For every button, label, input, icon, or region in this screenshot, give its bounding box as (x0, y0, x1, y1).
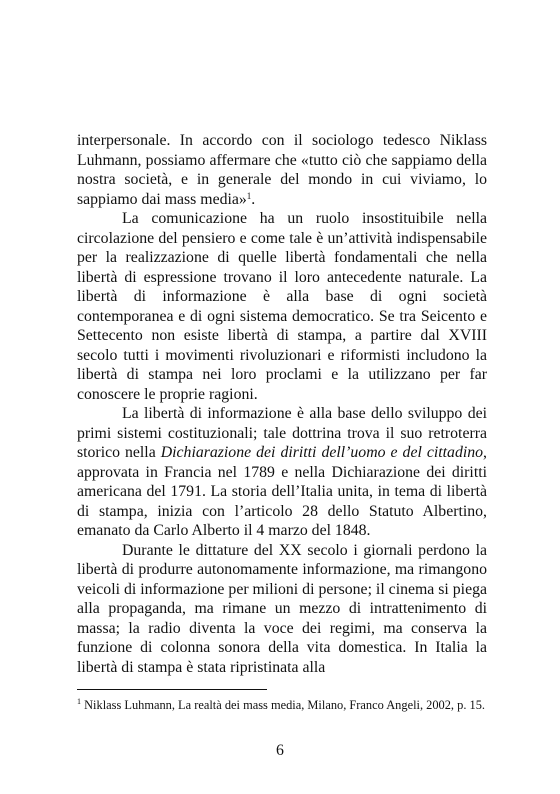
declaration-title: Dichiarazione dei diritti dell’uomo e del cittadino (160, 444, 484, 461)
paragraph-2 (77, 209, 487, 404)
footnote-text: Niklass Luhmann, La realtà dei mass media, Milano, Franco Angeli, 2002, p. 15. (84, 698, 486, 712)
paragraph-1-text: interpersonale. In accordo con il sociologo tedesco Niklass Luhmann, possiamo affermare che «tutto ciò che sappiamo della nostra società, e in generale del mondo in cui viviamo, lo sappiamo dai mass media» (77, 132, 487, 208)
paragraph-1-end: . (251, 190, 256, 208)
paragraph-3 (77, 404, 487, 541)
paragraph-4-text-b: secolo i giornali perdono la libertà di produrre autonomamente informazione, ma rimangono veicoli di informazione per milioni di persone; il cinema si piega alla propaganda, ma rimane un mezzo di intrattenimento di massa; la radio diventa la voce dei regimi, ma conserva la funzione di colonna sonora della vita domestica. In Italia la libertà di stampa è stata ripristinata alla (77, 541, 487, 676)
page-number: 6 (276, 742, 284, 759)
paragraph-4-text-a: Durante le dittature del (122, 541, 274, 559)
footnote-reference: 1 (246, 190, 252, 201)
footnote-divider (77, 689, 267, 690)
century-roman-numeral: XX (278, 541, 302, 559)
paragraph-4 (77, 541, 487, 678)
paragraph-3-text-a: La libertà di informazione è alla base dello sviluppo dei primi sistemi costituzionali; tale dottrina trova il suo retroterra storico nella (77, 405, 487, 461)
paragraph-1 (77, 131, 487, 209)
footnote (77, 697, 487, 714)
paragraph-3-text-b: , approvata in Francia nel 1789 e nella Dichiarazione dei diritti americana del 1791. La storia dell’Italia unita, in tema di libertà di stampa, inizia con l’articolo 28 dello Statuto Albertino, emanato da Carlo Alberto il 4 marzo del 1848. (77, 444, 487, 539)
paragraph-2-text-a: La comunicazione ha un ruolo insostituibile nella circolazione del pensiero e come tale è un’attività indispensabile per la realizzazione di quelle libertà fondamentali che nella libertà di espressione trovano il loro antecedente naturale. La libertà di informazione è alla base di ogni società contemporanea e di ogni sistema democratico. Se tra Seicento e Settecento non esiste libertà di stampa, a partire dal (77, 210, 487, 344)
body-text (77, 131, 487, 677)
paragraph-2-text-b: secolo tutti i movimenti rivoluzionari e riformisti includono la libertà di stampa nei loro proclami e la utilizzano per far conoscere le proprie ragioni. (77, 346, 487, 403)
footnote-number: 1 (77, 697, 81, 706)
century-roman-numeral: XVIII (448, 327, 488, 344)
